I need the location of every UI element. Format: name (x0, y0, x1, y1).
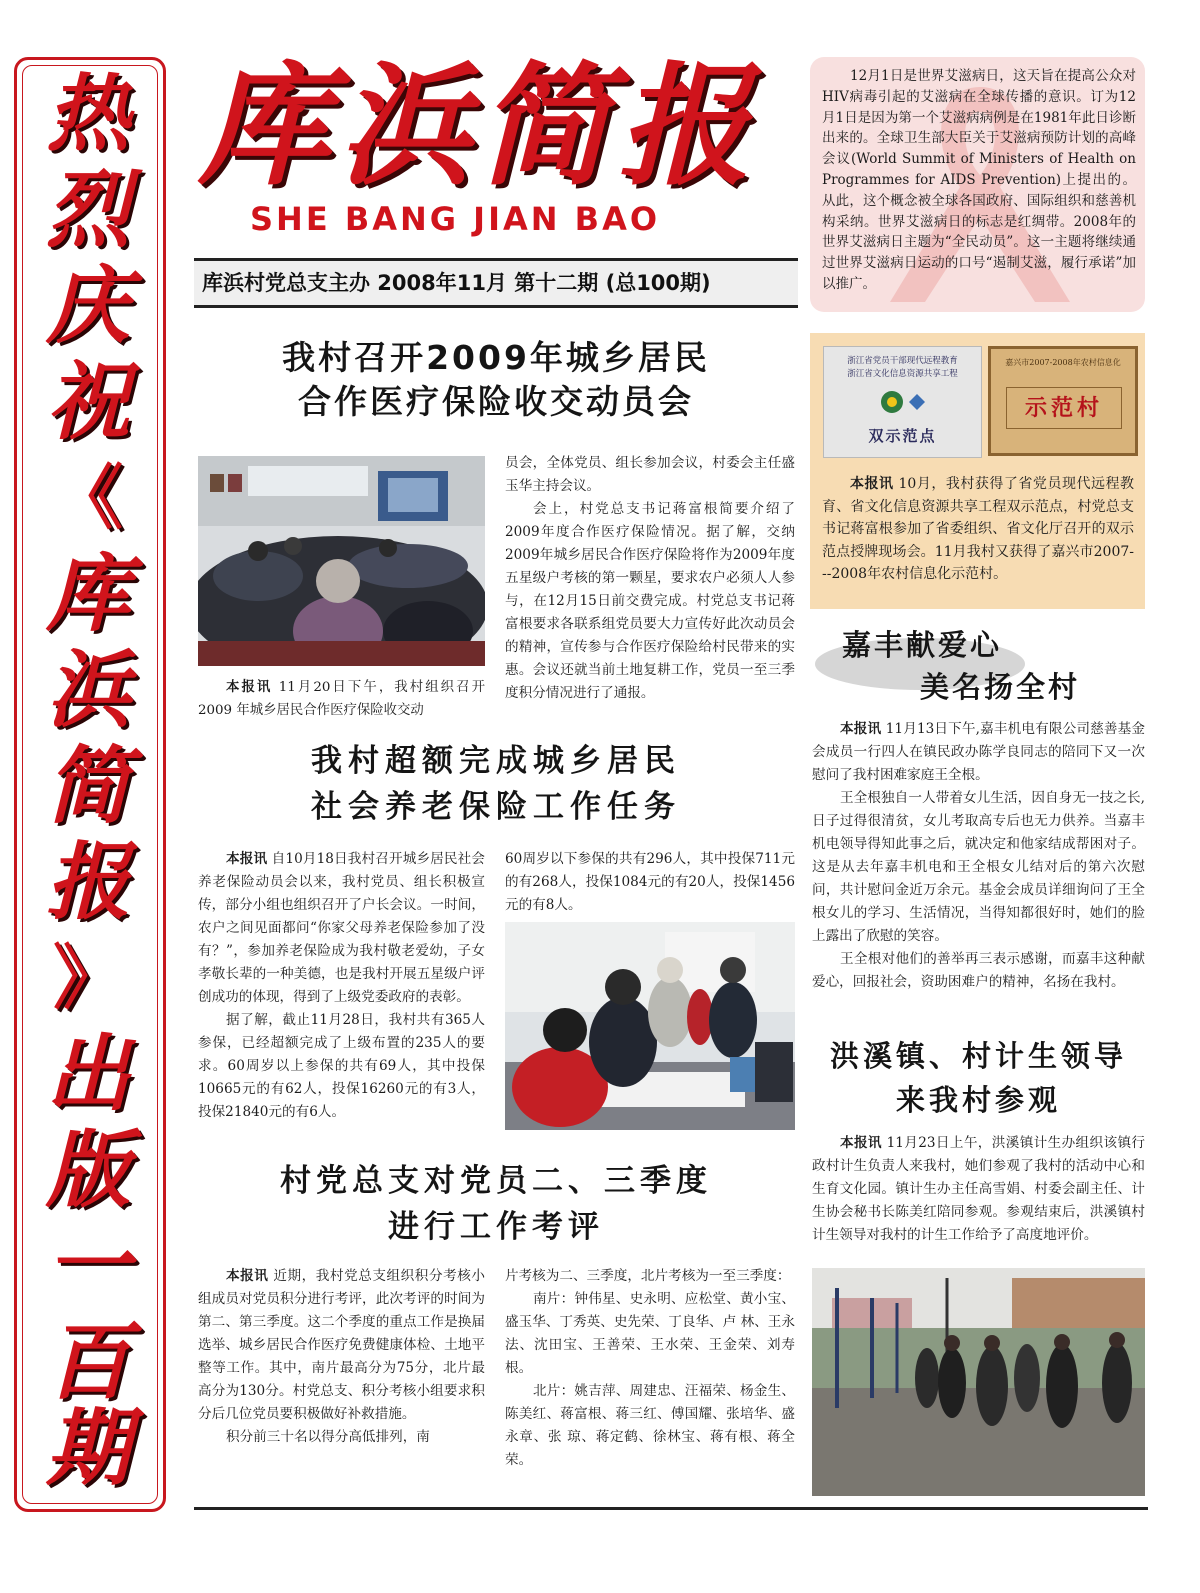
headline-line: 我村召开2009年城乡居民 (282, 338, 710, 377)
banner-char: 烈 (45, 160, 130, 259)
plaque-title: 双示范点 (868, 427, 937, 445)
bottom-rule (194, 1507, 1148, 1510)
headline-line: 进行工作考评 (388, 1209, 604, 1245)
meeting-photo (198, 456, 485, 666)
headline-line: 社会养老保险工作任务 (311, 789, 681, 825)
banner-char: 热 (45, 64, 130, 163)
news-tag: 本报讯 (226, 680, 273, 695)
aids-day-text: 12月1日是世界艾滋病日，这天旨在提高公众对HIV病毒引起的艾滋病在全球传播的意识。订为12月1日是因为第一个艾滋病病例是在1981年此日诊断出来的。全球卫生部大臣关于艾滋病预防计划的高峰会议(World Summit of Ministers of Health on Programmes for AIDS Prevention)上提出的。从此，这个概念被全球各国政府、国际组织和慈善机构采纳。世界艾滋病日的标志是红绸带。2008年的世界艾滋病日主题为“全民动员”。这一主题将继续通过世界艾滋病日运动的口号“遏制艾滋，履行承诺”加以推广。 (822, 68, 1136, 292)
headline-line: 村党总支对党员二、三季度 (280, 1163, 712, 1199)
article1-caption (198, 676, 485, 722)
paragraph: 王全根对他们的善举再三表示感谢，而嘉丰这种献爱心，回报社会，资助困难户的精神，名扬在我村。 (812, 951, 1145, 990)
banner-char: 报 (45, 832, 130, 931)
article5-body (812, 1132, 1145, 1247)
banner-char: 版 (45, 1120, 130, 1219)
aids-day-box (810, 57, 1145, 312)
plaque-text: 嘉兴市2007-2008年农村信息化 (1005, 358, 1121, 367)
article3-body (198, 1265, 485, 1449)
news-tag: 本报讯 (840, 1135, 882, 1151)
article2-headline (196, 738, 796, 830)
visit-photo (812, 1268, 1145, 1496)
banner-char: 库 (45, 544, 130, 643)
paragraph-text: 自10月18日我村召开城乡居民社会养老保险动员会以来，我村党员、组长积极宣传，部分小组也组织召开了户长会议。一时间，农户之间见面都问“你家父母养老保险参加了没有？”，参加养老保险成为我村敬老爱幼，子女孝敬长辈的一种美德，也是我村开展五星级户评创成功的体现，得到了上级党委政府的表彰。 (198, 851, 486, 1005)
article3-headline (196, 1158, 796, 1250)
article2-body-col2 (505, 848, 795, 917)
award-text (822, 473, 1134, 586)
article3-body-col2 (505, 1265, 795, 1472)
paragraph: 员会，全体党员、组长参加会议，村委会主任盛玉华主持会议。 (505, 455, 795, 494)
banner-char: 浜 (45, 640, 130, 739)
paragraph: 积分前三十名以得分高低排列，南 (226, 1429, 430, 1445)
article1-body (505, 452, 795, 705)
news-tag: 本报讯 (226, 851, 268, 867)
paragraph-text: 近期，我村党总支组织积分考核小组成员对党员积分进行考评，此次考评的时间为第二、第三季度。这二个季度的重点工作是换届选举、城乡居民合作医疗免费健康体检、土地平整等工作。其中，南片最高分为75分，北片最高分为130分。村党总支、积分考核小组要求积分后几位党员要积极做好补救措施。 (198, 1268, 485, 1422)
banner-char: 庆 (45, 256, 130, 355)
headline-line: 我村超额完成城乡居民 (311, 743, 681, 779)
article4-headline-line1: 嘉丰献爱心 (842, 628, 1003, 662)
paragraph: 60周岁以下参保的共有296人，其中投保711元的有268人，投保1084元的有20人，投保1456元的有8人。 (505, 851, 795, 913)
award-plaque-dual-demo (823, 346, 982, 458)
paragraph: 据了解，截止11月28日，我村共有365人参保，已经超额完成了上级布置的235人的要求。60周岁以上参保的共有69人，其中投保10665元的有62人，投保16260元的有3人，投保21840元的有6人。 (198, 1012, 485, 1120)
plaque-text: 浙江省党员干部现代远程教育 (847, 356, 958, 366)
paragraph: 片考核为二、三季度，北片考核为一至三季度： (505, 1268, 791, 1284)
issue-bar (194, 258, 798, 308)
news-tag: 本报讯 (226, 1268, 269, 1284)
plaque-title: 示范村 (1006, 387, 1122, 429)
article4-body (812, 718, 1145, 994)
news-tag: 本报讯 (840, 721, 882, 737)
article5-headline (812, 1034, 1145, 1122)
banner-char: 出 (45, 1024, 130, 1123)
paragraph-text: 11月23日上午，洪溪镇计生办组织该镇行政村计生负责人来我村，她们参观了我村的活动中心和生育文化园。镇计生办主任高雪娟、村委会副主任、计生协会秘书长陈美红陪同参观。参观结束后，洪溪镇村计生领导对我村的计生工作给予了高度地评价。 (812, 1135, 1146, 1243)
newspaper-title-english: SHE BANG JIAN BAO (250, 200, 661, 238)
plaque-text: 浙江省文化信息资源共享工程 (847, 369, 958, 379)
paragraph: 南片：钟伟星、史永明、应松堂、黄小宝、盛玉华、丁秀英、史先荣、丁良华、卢 林、王永法、沈田宝、王善荣、王水荣、王金荣、刘寿根。 (505, 1291, 795, 1376)
award-box (810, 333, 1145, 609)
banner-char: 简 (45, 736, 130, 835)
paragraph: 北片：姚吉萍、周建忠、汪福荣、杨金生、陈美红、蒋富根、蒋三红、傅国耀、张培华、盛永章、张 琼、蒋定鹤、徐林宝、蒋有根、蒋全荣。 (505, 1383, 795, 1468)
newspaper-title: 库浜简报 (198, 49, 758, 204)
article1-headline (196, 336, 796, 424)
pension-office-photo (505, 922, 795, 1130)
headline-line: 洪溪镇、村计生领导 (829, 1039, 1127, 1073)
article2-body (198, 848, 485, 1124)
article4-headline-line2: 美名扬全村 (920, 670, 1081, 704)
paragraph-text: 10月，我村获得了省党员现代远程教育、省文化信息资源共享工程双示范点，村党总支书记蒋富根参加了省委组织、省文化厅召开的双示范点授牌现场会。11月我村又获得了嘉兴市2007---2008年农村信息化示范村。 (822, 476, 1135, 582)
award-plaque-model-village (988, 346, 1138, 456)
banner-char: 祝 (45, 352, 130, 451)
caption-text: 11月20日下午，我村组织召开 2009 年城乡居民合作医疗保险收交动 (198, 680, 486, 718)
celebration-banner (14, 57, 166, 1512)
news-tag: 本报讯 (850, 476, 894, 492)
paragraph-text: 11月13日下午,嘉丰机电有限公司慈善基金会成员一行四人在镇民政办陈学良同志的陪同下又一次慰问了我村困难家庭王全根。 (812, 721, 1145, 783)
banner-char: 一 (45, 1216, 130, 1315)
banner-char: 《 (53, 456, 123, 539)
emblem-icon (879, 389, 929, 415)
paragraph: 王全根独自一人带着女儿生活，因自身无一技之长,日子过得很清贫，女儿考取高专后也无力供养。当嘉丰机电领导得知此事之后，就决定和他家结成帮困对子。这是从去年嘉丰机电和王全根女儿结对后的第六次慰问，共计慰问金近万余元。基金会成员详细询问了王全根女儿的学习、生活情况，当得知都很好时，她们的脸上露出了欣慰的笑容。 (812, 790, 1145, 944)
banner-char: 期 (45, 1398, 130, 1497)
banner-char: 》 (53, 936, 123, 1019)
issue-line: 库浜村党总支主办 2008年11月 第十二期 (总100期) (202, 271, 711, 295)
banner-char: 百 (45, 1312, 130, 1411)
paragraph: 会上，村党总支书记蒋富根简要介绍了2009年度合作医疗保险情况。据了解，交纳2009年城乡居民合作医疗保险将作为2009年度五星级户考核的第一颗星，要求农户必须人人参与，在12月15日前交费完成。村党总支书记蒋富根要求各联系组党员要大力宣传好此次动员会的精神，宣传参与合作医疗保险给村民带来的实惠。会议还就当前土地复耕工作，党员一至三季度积分情况进行了通报。 (505, 501, 795, 701)
headline-line: 来我村参观 (895, 1083, 1061, 1117)
headline-line: 合作医疗保险收交动员会 (298, 382, 694, 421)
